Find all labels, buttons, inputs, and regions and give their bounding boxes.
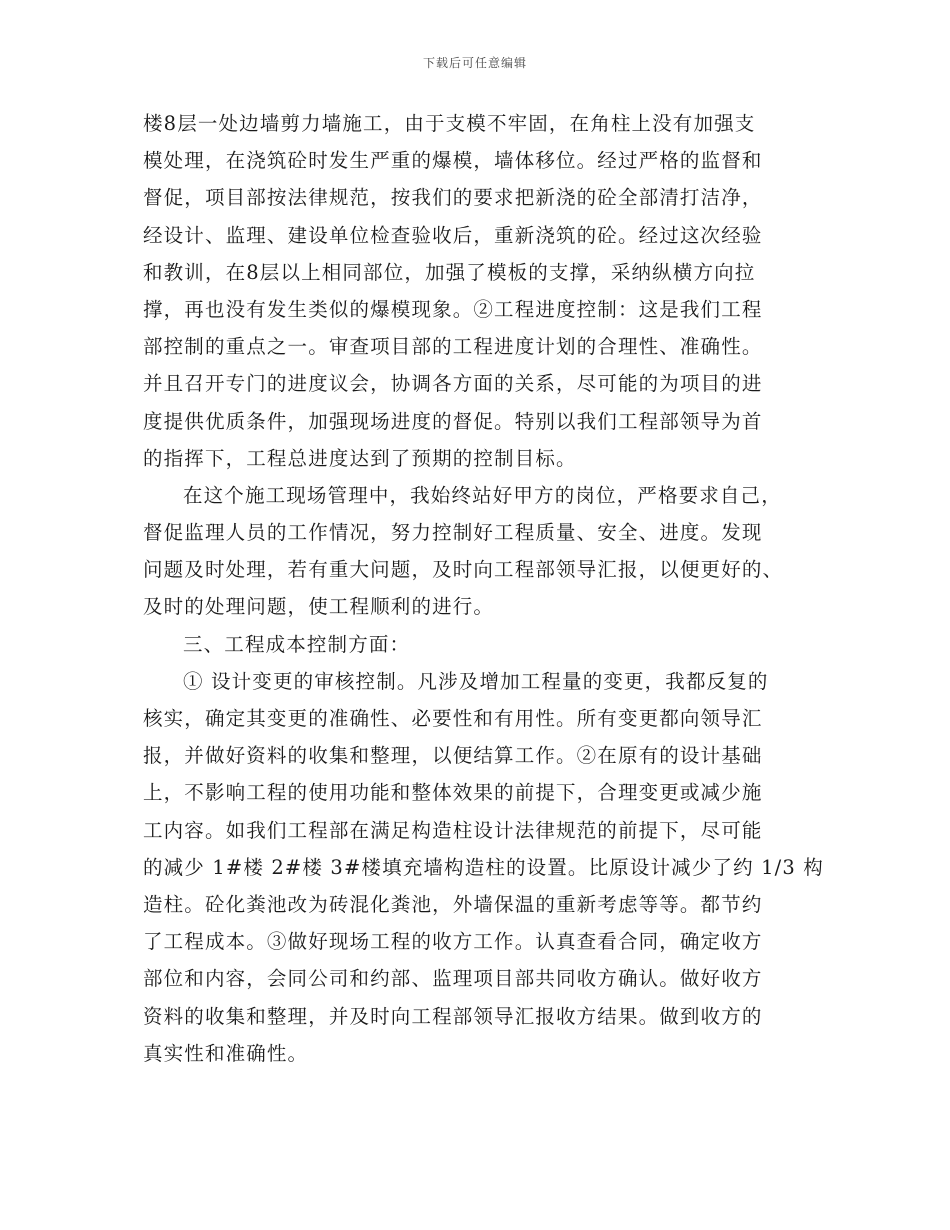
text-line: 度提供优质条件，加强现场进度的督促。特别以我们工程部领导为首 [143, 409, 763, 433]
text-line: 问题及时处理，若有重大问题，及时向工程部领导汇报，以便更好的、 [143, 558, 784, 582]
text-line: 的指挥下，工程总进度达到了预期的控制目标。 [143, 446, 577, 470]
text-line: 真实性和准确性。 [143, 1041, 309, 1065]
text-line: 和教训，在8层以上相同部位，加强了模板的支撑，采纳纵横方向拉 [143, 260, 756, 284]
text-line: 经设计、监理、建设单位检查验收后，重新浇筑的砼。经过这次经验 [143, 223, 763, 247]
text-line: 部位和内容，会同公司和约部、监理项目部共同收方确认。做好收方 [143, 967, 763, 991]
text-line: 了工程成本。③做好现场工程的收方工作。认真查看合同，确定收方 [143, 930, 763, 954]
document-body [143, 105, 824, 1072]
text-line: 工内容。如我们工程部在满足构造柱设计法律规范的前提下，尽可能 [143, 818, 763, 842]
text-line: 资料的收集和整理，并及时向工程部领导汇报收方结果。做到收方的 [143, 1004, 763, 1028]
text-line: ① 设计变更的审核控制。凡涉及增加工程量的变更，我都反复的 [183, 669, 769, 693]
text-line: 核实，确定其变更的准确性、必要性和有用性。所有变更都向领导汇 [143, 707, 763, 730]
text-line: 模处理，在浇筑砼时发生严重的爆模，墙体移位。经过严格的监督和 [143, 149, 763, 173]
text-line: 撑，再也没有发生类似的爆模现象。②工程进度控制：这是我们工程 [143, 297, 763, 321]
page-header: 下载后可任意编辑 [422, 56, 527, 70]
text-line: 督促，项目部按法律规范，按我们的要求把新浇的砼全部清打洁净， [143, 186, 763, 210]
text-line: 及时的处理问题，使工程顺利的进行。 [143, 595, 495, 619]
text-line: 在这个施工现场管理中，我始终站好甲方的岗位，严格要求自己， [183, 483, 782, 507]
text-line: 三、工程成本控制方面： [183, 632, 411, 656]
text-line: 上，不影响工程的使用功能和整体效果的前提下，合理变更或减少施 [143, 781, 763, 805]
text-line: 造柱。砼化粪池改为砖混化粪池，外墙保温的重新考虑等等。都节约 [143, 892, 763, 916]
text-line: 楼8层一处边墙剪力墙施工，由于支模不牢固，在角柱上没有加强支 [143, 112, 756, 135]
text-line: 的减少 1#楼 2#楼 3#楼填充墙构造柱的设置。比原设计减少了约 1/3 构 [143, 855, 824, 879]
text-line: 报，并做好资料的收集和整理，以便结算工作。②在原有的设计基础 [143, 744, 763, 768]
text-line: 督促监理人员的工作情况，努力控制好工程质量、安全、进度。发现 [143, 521, 763, 545]
text-line: 并且召开专门的进度议会，协调各方面的关系，尽可能的为项目的进 [143, 372, 763, 396]
text-line: 部控制的重点之一。审查项目部的工程进度计划的合理性、准确性。 [143, 335, 763, 359]
